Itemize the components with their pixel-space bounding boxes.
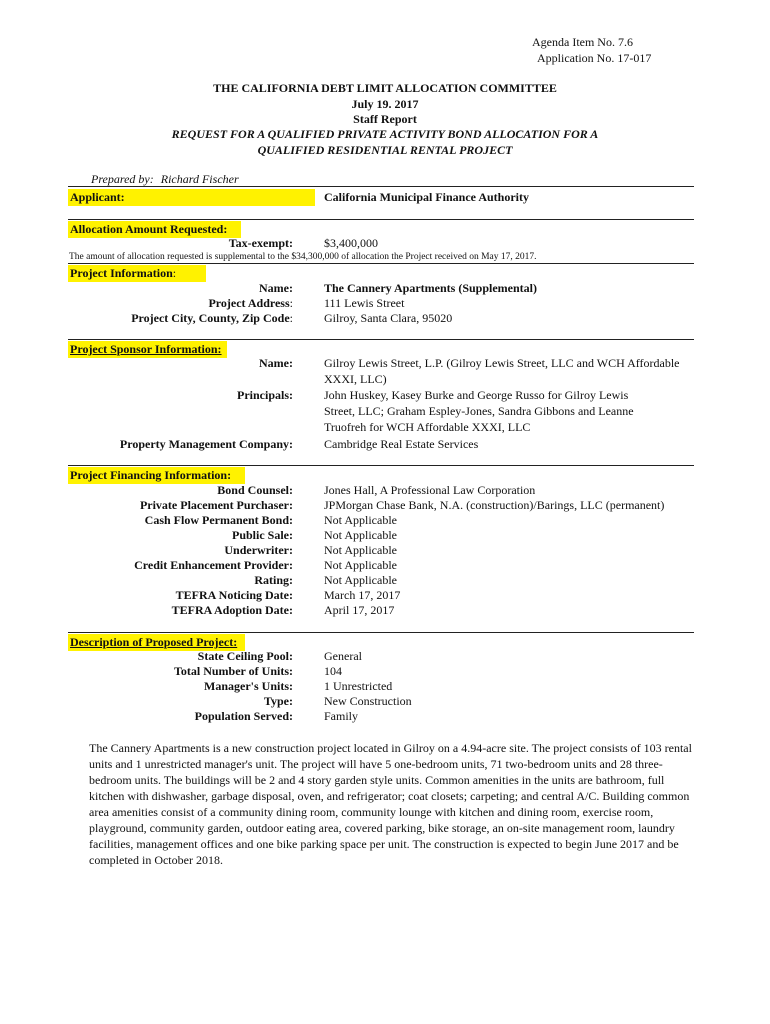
divider <box>68 465 694 466</box>
report-type: Staff Report <box>353 112 417 126</box>
project-city-value: Gilroy, Santa Clara, 95020 <box>324 311 453 325</box>
agenda-item-number: Agenda Item No. 7.6 <box>532 35 633 49</box>
underwriter-value: Not Applicable <box>324 543 397 557</box>
divider <box>68 632 694 633</box>
project-city-label-colon: : <box>289 311 293 325</box>
rating-value: Not Applicable <box>324 573 397 587</box>
property-management-label: Property Management Company: <box>119 437 293 451</box>
public-sale-label: Public Sale: <box>231 528 293 542</box>
total-units-label: Total Number of Units: <box>173 664 293 678</box>
committee-title: THE CALIFORNIA DEBT LIMIT ALLOCATION COMMITTEE <box>213 81 557 95</box>
tefra-adoption-value: April 17, 2017 <box>324 603 395 617</box>
divider <box>68 263 694 264</box>
report-date: July 19. 2017 <box>351 97 419 111</box>
project-info-heading <box>68 265 206 282</box>
state-ceiling-pool-label: State Ceiling Pool: <box>197 649 293 663</box>
divider <box>68 219 694 220</box>
underwriter-label: Underwriter: <box>224 543 293 557</box>
tefra-noticing-value: March 17, 2017 <box>324 588 401 602</box>
divider <box>68 339 694 340</box>
project-name-label: Name: <box>259 281 293 295</box>
prepared-by-label: Prepared by: <box>91 172 154 186</box>
managers-units-value: 1 Unrestricted <box>324 679 393 693</box>
credit-enhancement-value: Not Applicable <box>324 558 397 572</box>
financing-heading: Project Financing Information: <box>68 467 245 484</box>
principals-value: John Huskey, Kasey Burke and George Russo for Gilroy Lewis Street, LLC; Graham Espley-Jones, Sandra Gibbons and Leanne Truofreh for WCH Affordable XXXI, LLC <box>324 388 634 434</box>
project-info-heading-colon: : <box>172 266 177 280</box>
private-placement-value: JPMorgan Chase Bank, N.A. (construction)/Barings, LLC (permanent) <box>324 498 665 512</box>
preparer-name: Richard Fischer <box>160 172 239 186</box>
sponsor-name-value: Gilroy Lewis Street, L.P. (Gilroy Lewis Street, LLC and WCH Affordable XXXI, LLC) <box>324 356 680 386</box>
cash-flow-bond-label: Cash Flow Permanent Bond: <box>144 513 293 527</box>
project-description-paragraph: The Cannery Apartments is a new construction project located in Gilroy on a 4.94-acre site. The project consists of 103 rental units and 1 unrestricted manager's unit. The project will have 5 one-bedroom units, 71 two-bedroom units and 28 three-bedroom units. The buildings will be 2 and 4 story garden style units. Common amenities in the units are bathroom, full kitchen with dishwasher, garbage disposal, oven, and refrigerator; coat closets; carpeting; and central A/C. Building common area amenities consist of a community dining room, community lounge with kitchen and dining room, exercise room, playground, community garden, outdoor eating area, covered parking, bike storage, an on-site management room, laundry facilities, management offices and one bike parking space per unit. The construction is expected to begin June 2017 and be completed in October 2018. <box>89 741 692 867</box>
total-units-value: 104 <box>324 664 342 678</box>
type-value: New Construction <box>324 694 412 708</box>
tefra-adoption-label: TEFRA Adoption Date: <box>171 603 293 617</box>
project-city-label-text: Project City, County, Zip Code <box>131 311 290 325</box>
request-title-line1: REQUEST FOR A QUALIFIED PRIVATE ACTIVITY BOND ALLOCATION FOR A <box>171 127 599 141</box>
project-address-value: 111 Lewis Street <box>324 296 405 310</box>
property-management-value: Cambridge Real Estate Services <box>324 437 479 451</box>
principals-label: Principals: <box>237 388 293 402</box>
project-name-value: The Cannery Apartments (Supplemental) <box>324 281 538 295</box>
managers-units-label: Manager's Units: <box>204 679 293 693</box>
allocation-note: The amount of allocation requested is supplemental to the $34,300,000 of allocation the Project received on May 17, 2017. <box>69 252 537 262</box>
tax-exempt-label: Tax-exempt: <box>228 236 293 250</box>
request-title-line2: QUALIFIED RESIDENTIAL RENTAL PROJECT <box>257 143 513 157</box>
sponsor-heading: Project Sponsor Information: <box>68 341 227 358</box>
credit-enhancement-label: Credit Enhancement Provider: <box>134 558 293 572</box>
bond-counsel-label: Bond Counsel: <box>217 483 293 497</box>
bond-counsel-value: Jones Hall, A Professional Law Corporation <box>324 483 536 497</box>
rating-label: Rating: <box>254 573 293 587</box>
cash-flow-bond-value: Not Applicable <box>324 513 397 527</box>
project-city-label <box>131 311 293 326</box>
divider <box>68 186 694 187</box>
type-label: Type: <box>263 694 293 708</box>
population-served-value: Family <box>324 709 359 723</box>
application-number: Application No. 17-017 <box>537 51 652 65</box>
applicant-heading: Applicant: <box>68 189 315 206</box>
public-sale-value: Not Applicable <box>324 528 397 542</box>
prepared-by <box>91 172 239 187</box>
project-address-label-colon: : <box>289 296 293 310</box>
state-ceiling-pool-value: General <box>324 649 362 663</box>
description-heading: Description of Proposed Project: <box>68 634 245 651</box>
population-served-label: Population Served: <box>194 709 293 723</box>
project-address-label-text: Project Address <box>208 296 290 310</box>
tax-exempt-value: $3,400,000 <box>324 236 378 250</box>
project-address-label <box>208 296 293 311</box>
private-placement-label: Private Placement Purchaser: <box>139 498 293 512</box>
allocation-heading: Allocation Amount Requested: <box>68 221 241 238</box>
project-info-heading-text: Project Information <box>70 266 173 280</box>
tefra-noticing-label: TEFRA Noticing Date: <box>175 588 293 602</box>
sponsor-name-label: Name: <box>259 356 293 370</box>
applicant-value: California Municipal Finance Authority <box>324 190 530 204</box>
